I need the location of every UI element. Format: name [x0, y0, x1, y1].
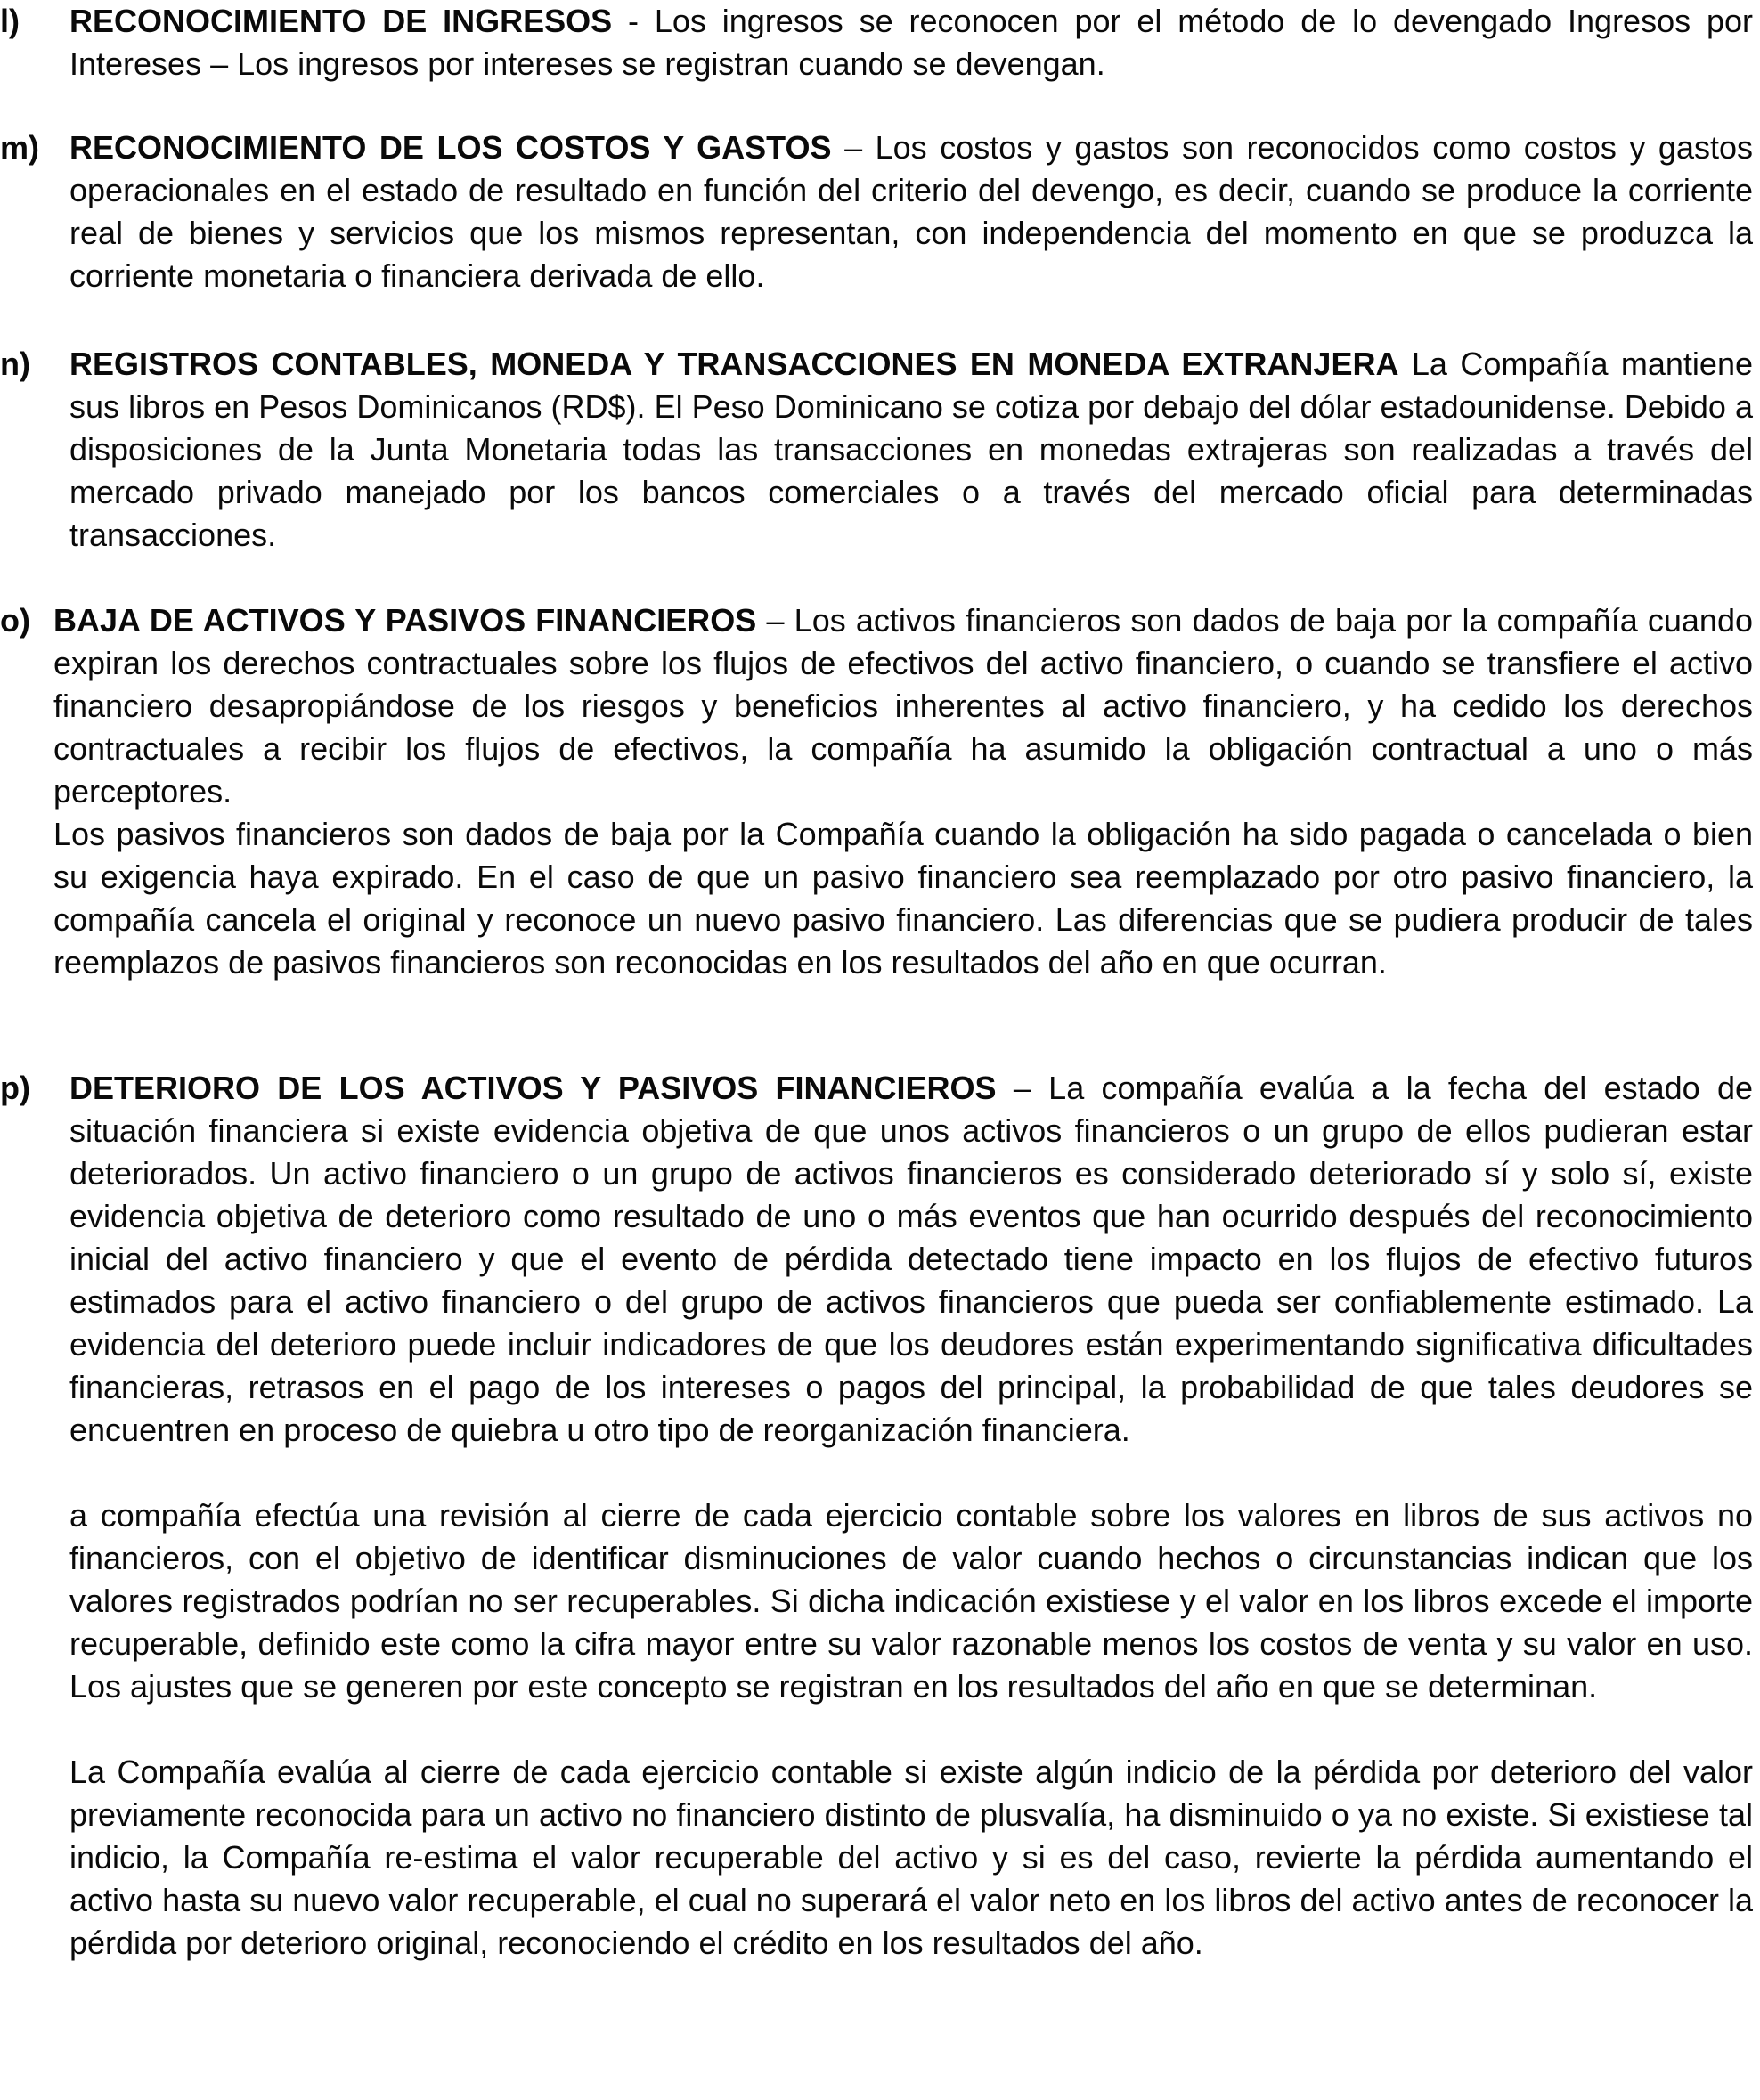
section-marker: n) — [0, 346, 30, 382]
section-heading: REGISTROS CONTABLES, MONEDA Y TRANSACCIONES EN MONEDA EXTRANJERA — [69, 346, 1399, 382]
section-text — [69, 343, 1753, 557]
section-p — [0, 1067, 1760, 2100]
section-marker: m) — [0, 129, 39, 166]
section-body: – La compañía evalúa a la fecha del estado de situación financiera si existe evidencia objetiva de que unos activos financieros o un grupo de ellos pudieran estar deteriorados. Un activo financiero o un grupo de activos financieros es considerado deteriorado sí y solo sí, existe evidencia objetiva de deterioro como resultado de uno o más eventos que han ocurrido después del reconocimiento inicial del activo financiero y que el evento de pérdida detectado tiene impacto en los flujos de efectivo futuros estimados para el activo financiero o del grupo de activos financieros que pueda ser confiablemente estimado. La evidencia del deterioro puede incluir indicadores de que los deudores están experimentando significativa dificultades financieras, retrasos en el pago de los intereses o pagos del principal, la probabilidad de que tales deudores se encuentren en proceso de quiebra u otro tipo de reorganización financiera. — [69, 1070, 1753, 1448]
section-paragraph-3: La Compañía evalúa al cierre de cada ejercicio contable si existe algún indicio de la pérdida por deterioro del valor previamente reconocida para un activo no financiero distinto de plusvalía, ha disminuido o ya no existe. Si existiese tal indicio, la Compañía re-estima el valor recuperable del activo y si es del caso, revierte la pérdida aumentando el activo hasta su nuevo valor recuperable, el cual no superará el valor neto en los libros del activo antes de reconocer la pérdida por deterioro original, reconociendo el crédito en los resultados del año. — [69, 1754, 1753, 1961]
section-o — [0, 599, 1760, 1036]
section-body: – Los activos financieros son dados de baja por la compañía cuando expiran los derechos contractuales sobre los flujos de efectivos del activo financiero, o cuando se transfiere el activo financiero desapropiándose de los riesgos y beneficios inherentes al activo financiero, y ha cedido los derechos contractuales a recibir los flujos de efectivos, la compañía ha asumido la obligación contractual a uno o más perceptores. — [53, 602, 1754, 810]
section-text — [69, 126, 1753, 297]
section-heading: BAJA DE ACTIVOS Y PASIVOS FINANCIEROS — [53, 602, 757, 639]
section-marker: l) — [0, 3, 20, 39]
section-heading: RECONOCIMIENTO DE INGRESOS — [69, 3, 613, 39]
section-paragraph-2: a compañía efectúa una revisión al cierre de cada ejercicio contable sobre los valores en libros de sus activos no financieros, con el objetivo de identificar disminuciones de valor cuando hechos o circunstancias indican que los valores registrados podrían no ser recuperables. Si dicha indicación existiese y el valor en los libros excede el importe recuperable, definido este como la cifra mayor entre su valor razonable menos los costos de venta y su valor en uso. Los ajustes que se generen por este concepto se registran en los resultados del año en que se determinan. — [69, 1497, 1753, 1705]
section-marker: o) — [0, 602, 30, 639]
section-text — [69, 1067, 1753, 1965]
section-heading: RECONOCIMIENTO DE LOS COSTOS Y GASTOS — [69, 129, 832, 166]
section-body: La Compañía mantiene sus libros en Pesos Dominicanos (RD$). El Peso Dominicano se cotiza por debajo del dólar estadounidense. Debido a disposiciones de la Junta Monetaria todas las transacciones en monedas extrajeras son realizadas a través del mercado privado manejado por los bancos comerciales o a través del mercado oficial para determinadas transacciones. — [69, 346, 1753, 553]
section-paragraph-1 — [53, 599, 1753, 813]
section-n — [0, 343, 1760, 601]
section-body: - Los ingresos se reconocen por el método de lo devengado Ingresos por Intereses – Los ingresos por intereses se registran cuando se devengan. — [69, 3, 1753, 82]
section-l — [0, 0, 1760, 98]
section-body: – Los costos y gastos son reconocidos como costos y gastos operacionales en el estado de resultado en función del criterio del devengo, es decir, cuando se produce la corriente real de bienes y servicios que los mismos representan, con independencia del momento en que se produzca la corriente monetaria o financiera derivada de ello. — [69, 129, 1753, 294]
section-m — [0, 126, 1760, 340]
section-paragraph-1 — [69, 1067, 1753, 1452]
section-text — [53, 599, 1753, 984]
section-heading: DETERIORO DE LOS ACTIVOS Y PASIVOS FINANCIEROS — [69, 1070, 997, 1106]
section-paragraph-2: Los pasivos financieros son dados de baja por la Compañía cuando la obligación ha sido pagada o cancelada o bien su exigencia haya expirado. En el caso de que un pasivo financiero sea reemplazado por otro pasivo financiero, la compañía cancela el original y reconoce un nuevo pasivo financiero. Las diferencias que se pudiera producir de tales reemplazos de pasivos financieros son reconocidas en los resultados del año en que ocurran. — [53, 816, 1753, 981]
section-marker: p) — [0, 1070, 30, 1106]
section-text — [69, 0, 1753, 85]
